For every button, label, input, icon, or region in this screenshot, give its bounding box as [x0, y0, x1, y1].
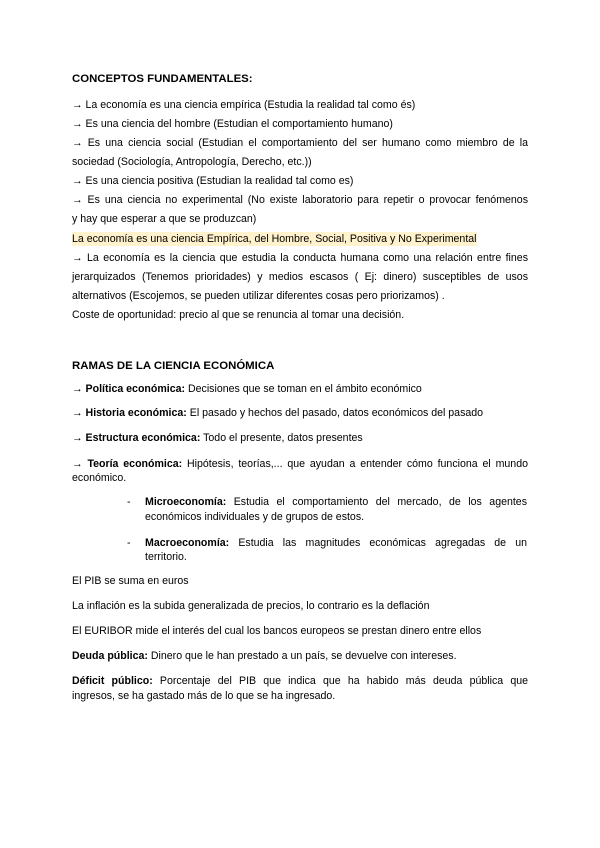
micro-line-2: económicos individuales y de grupos de estos.: [145, 511, 365, 523]
highlight-text: La economía es una ciencia Empírica, del Hombre, Social, Positiva y No Experimental: [72, 233, 477, 245]
euribor-line: El EURIBOR mide el interés del cual los bancos europeos se prestan dinero entre ellos: [72, 625, 482, 637]
section-title-ramas: RAMAS DE LA CIENCIA ECONÓMICA: [72, 360, 275, 372]
concept-line-no-experimental: → Es una ciencia no experimental (No existe laboratorio para repetir o provocar fenómenos: [72, 194, 528, 206]
arrow-icon: →: [72, 458, 83, 470]
rama-teoria: → Teoría económica: Hipótesis, teorías,... que ayudan a entender cómo funciona el mundo: [72, 458, 528, 470]
arrow-icon: →: [72, 175, 83, 187]
definition-line-2: jerarquizados (Tenemos prioridades) y medios escasos ( Ej: dinero) susceptibles de usos: [72, 271, 528, 283]
concept-line-empirica: → La economía es una ciencia empírica (Estudia la realidad tal como és): [72, 99, 416, 111]
macro-line-1: Macroeconomía: Estudia las magnitudes económicas agregadas de un: [145, 537, 527, 549]
bullet-dash-micro: -: [127, 496, 131, 508]
arrow-icon: →: [72, 407, 83, 419]
arrow-icon: →: [72, 194, 83, 206]
arrow-icon: →: [72, 137, 83, 149]
concept-line-hombre: → Es una ciencia del hombre (Estudian el comportamiento humano): [72, 118, 393, 130]
deficit-line-2: ingresos, se ha gastado más de lo que se ha ingresado.: [72, 690, 336, 702]
coste-oportunidad-line: Coste de oportunidad: precio al que se renuncia al tomar una decisión.: [72, 309, 405, 321]
micro-line-1: Microeconomía: Estudia el comportamiento del mercado, de los agentes: [145, 496, 527, 508]
deficit-line-1: Déficit público: Porcentaje del PIB que indica que ha habido más deuda pública que: [72, 675, 528, 687]
highlighted-summary: [72, 232, 528, 246]
arrow-icon: →: [72, 252, 83, 264]
pib-line: El PIB se suma en euros: [72, 575, 189, 587]
concept-line-positiva: → Es una ciencia positiva (Estudian la realidad tal como es): [72, 175, 354, 187]
rama-teoria-cont: económico.: [72, 472, 127, 484]
arrow-icon: →: [72, 118, 83, 130]
arrow-icon: →: [72, 432, 83, 444]
concept-line-no-experimental-cont: y hay que esperar a que se produzcan): [72, 213, 257, 225]
macro-line-2: territorio.: [145, 551, 187, 563]
arrow-icon: →: [72, 383, 83, 395]
bullet-dash-macro: -: [127, 537, 131, 549]
concept-line-social-cont: sociedad (Sociología, Antropología, Derecho, etc.)): [72, 156, 312, 168]
rama-politica: → Política económica: Decisiones que se toman en el ámbito económico: [72, 383, 422, 395]
arrow-icon: →: [72, 99, 83, 111]
deuda-line: Deuda pública: Dinero que le han prestado a un país, se devuelve con intereses.: [72, 650, 457, 662]
rama-estructura: → Estructura económica: Todo el presente, datos presentes: [72, 432, 363, 444]
definition-line-3: alternativos (Escojemos, se pueden utilizar diferentes cosas pero priorizamos) .: [72, 290, 445, 302]
concept-line-social: → Es una ciencia social (Estudian el comportamiento del ser humano como miembro de la: [72, 137, 528, 149]
rama-historia: → Historia económica: El pasado y hechos del pasado, datos económicos del pasado: [72, 407, 484, 419]
definition-line-1: → La economía es la ciencia que estudia la conducta humana como una relación entre fines: [72, 252, 528, 264]
inflacion-line: La inflación es la subida generalizada de precios, lo contrario es la deflación: [72, 600, 430, 612]
section-title-conceptos: CONCEPTOS FUNDAMENTALES:: [72, 73, 253, 85]
